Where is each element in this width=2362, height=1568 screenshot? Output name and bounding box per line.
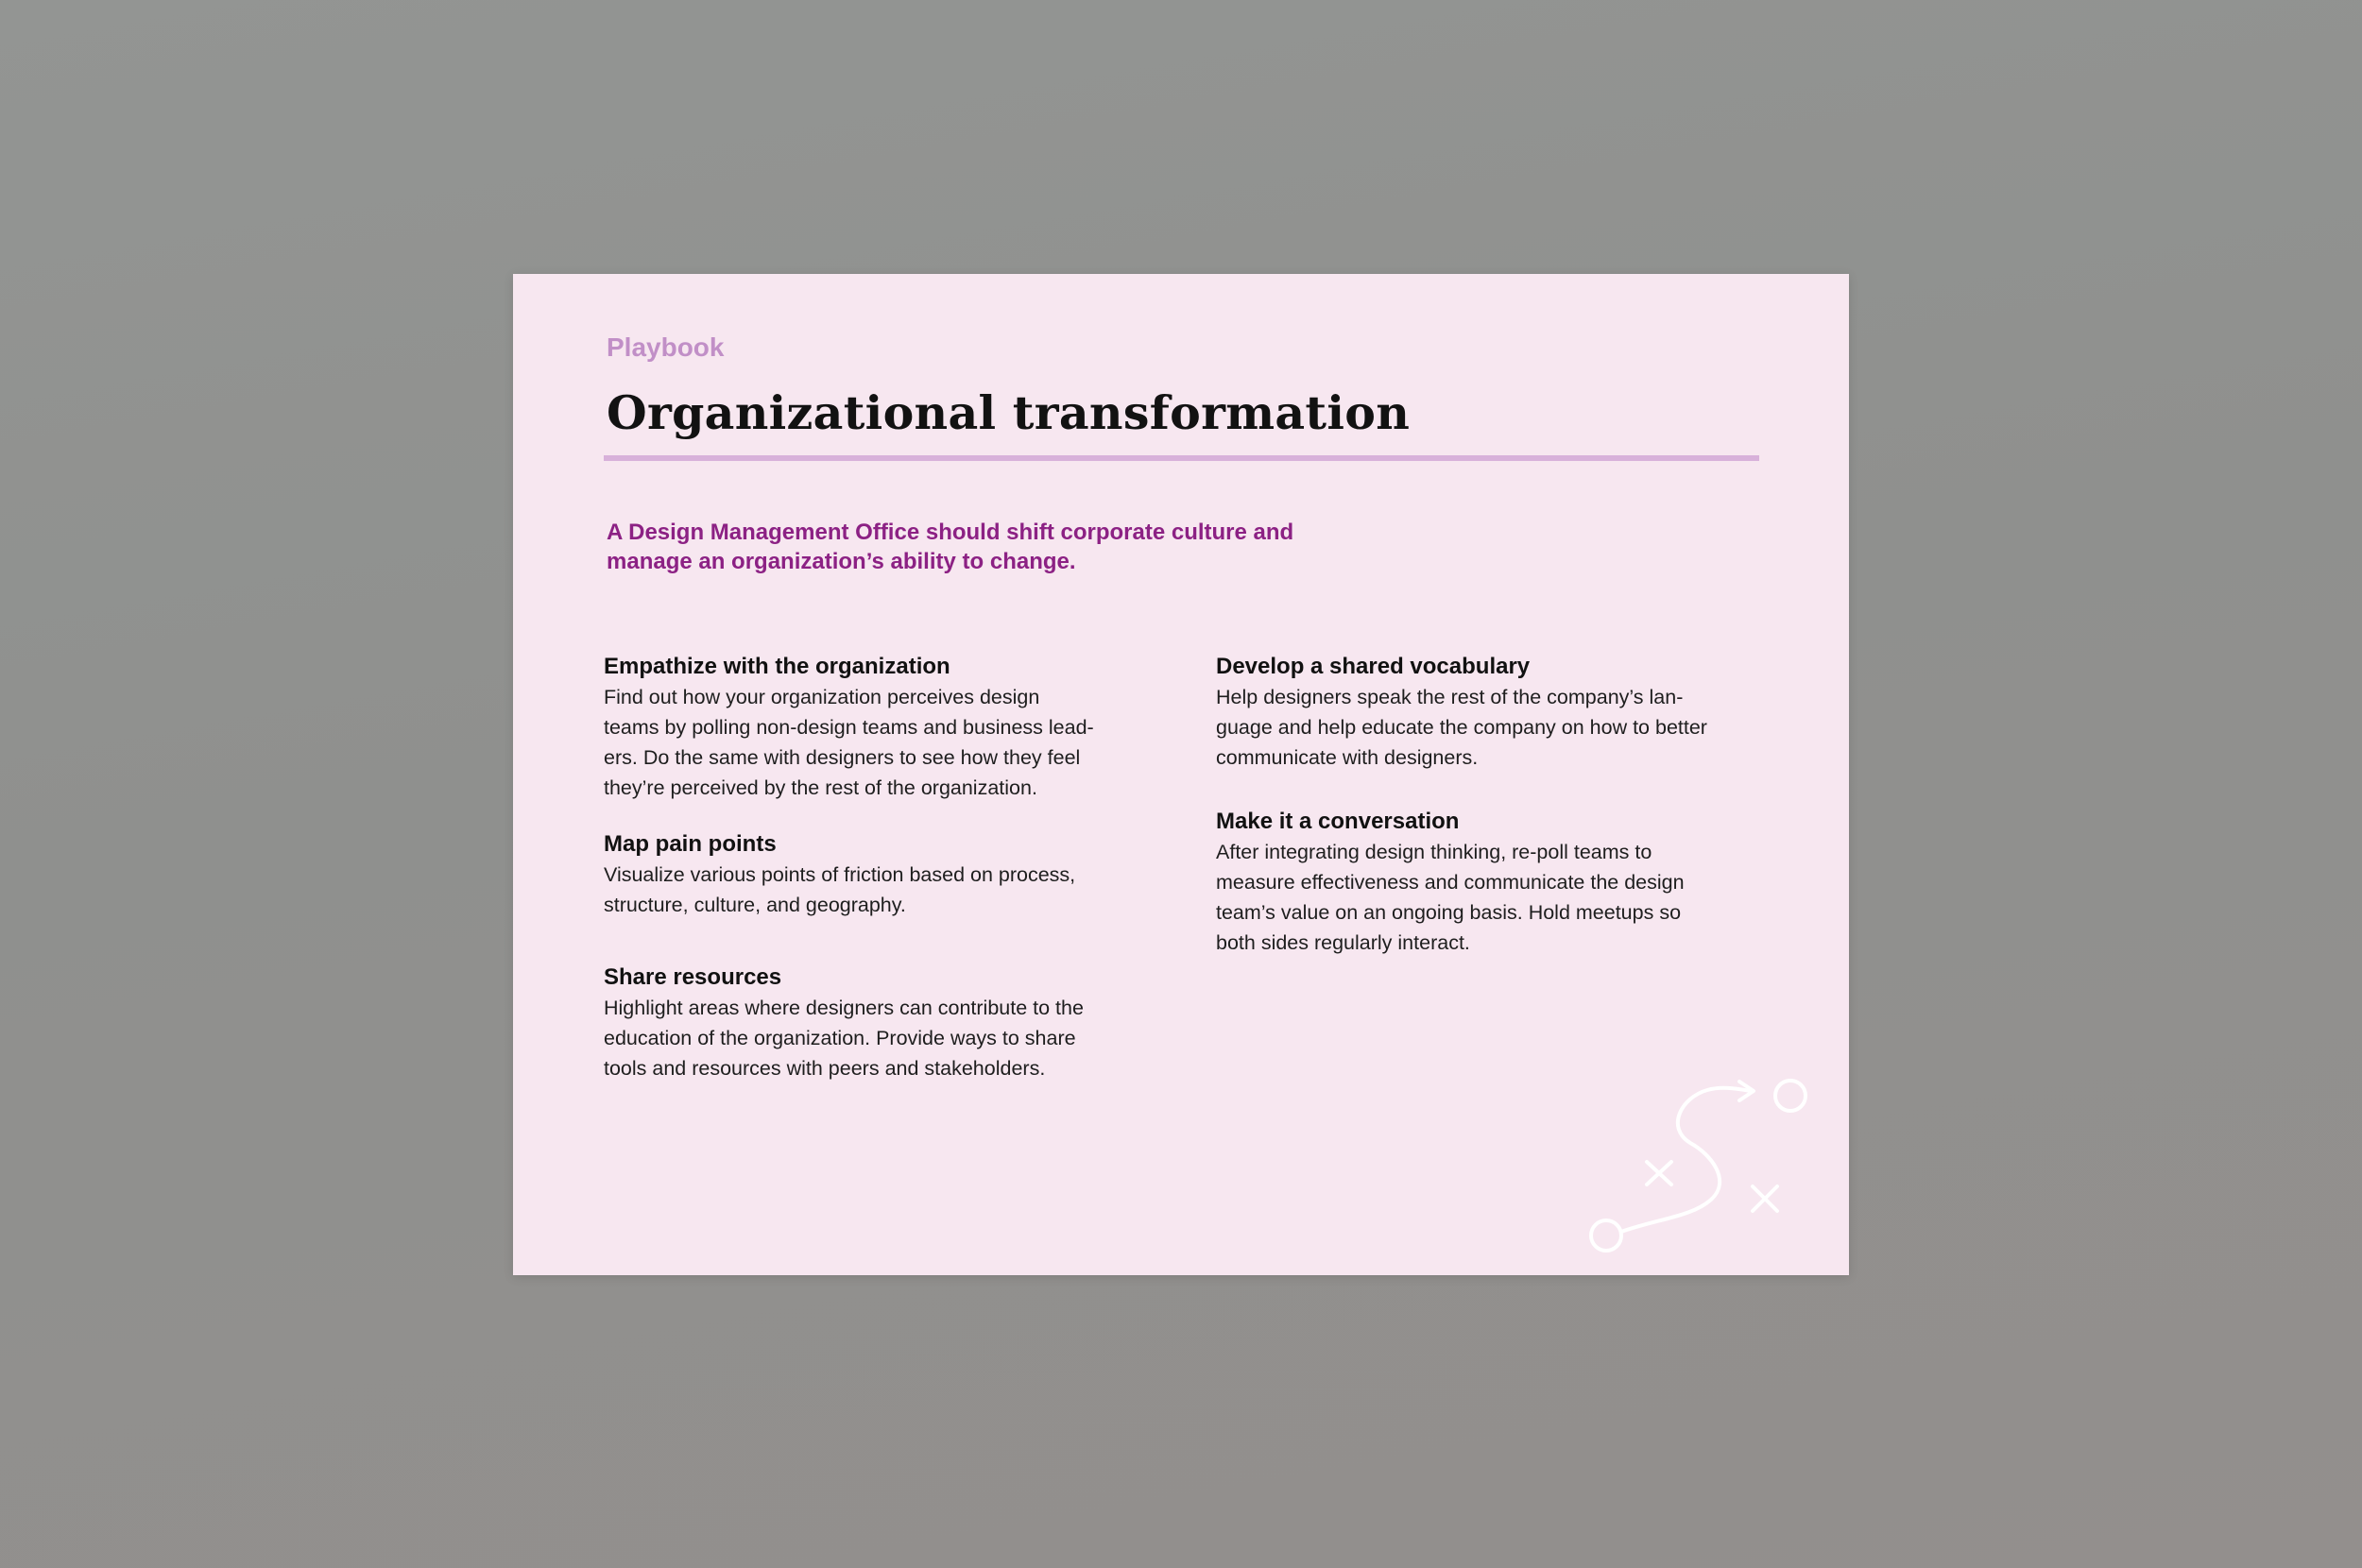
kicker-label: Playbook	[607, 332, 725, 362]
section-body	[1216, 682, 1754, 773]
title-divider	[604, 455, 1759, 461]
body-line: measure effectiveness and communicate the design	[1216, 871, 1685, 894]
target-circle	[1775, 1081, 1806, 1111]
section-heading: Make it a conversation	[1216, 809, 1460, 834]
body-line: team’s value on an ongoing basis. Hold meetups so	[1216, 901, 1682, 924]
body-line: Highlight areas where designers can contribute to the	[604, 997, 1084, 1019]
section-map-pain-points	[604, 829, 1142, 920]
body-line: education of the organization. Provide ways to share	[604, 1027, 1076, 1049]
body-line: Help designers speak the rest of the company’s lan-	[1216, 686, 1684, 708]
body-line: communicate with designers.	[1216, 746, 1479, 769]
section-conversation	[1216, 807, 1754, 958]
playbook-card	[513, 274, 1849, 1275]
body-line: Visualize various points of friction based on process,	[604, 863, 1076, 886]
body-line: they’re perceived by the rest of the organization.	[604, 776, 1037, 799]
section-shared-vocabulary	[1216, 652, 1754, 773]
intro-line: manage an organization’s ability to change.	[607, 549, 1076, 574]
start-circle	[1591, 1220, 1621, 1251]
section-heading: Empathize with the organization	[604, 654, 950, 679]
page-title: Organizational transformation	[607, 385, 1411, 440]
body-line: both sides regularly interact.	[1216, 931, 1470, 954]
section-heading: Share resources	[604, 964, 782, 990]
play-diagram-icon	[1579, 1067, 1824, 1266]
body-line: Find out how your organization perceives design	[604, 686, 1040, 708]
play-route	[1621, 1088, 1751, 1232]
section-heading: Develop a shared vocabulary	[1216, 654, 1531, 679]
body-line: structure, culture, and geography.	[604, 894, 906, 916]
section-body	[604, 682, 1142, 803]
intro-line: A Design Management Office should shift corporate culture and	[607, 520, 1294, 545]
section-empathize	[604, 652, 1142, 803]
body-line: tools and resources with peers and stakeholders.	[604, 1057, 1046, 1080]
section-body	[1216, 837, 1754, 958]
section-body	[604, 860, 1142, 920]
body-line: teams by polling non-design teams and business lead-	[604, 716, 1094, 739]
section-share-resources	[604, 963, 1142, 1083]
body-line: ers. Do the same with designers to see how they feel	[604, 746, 1081, 769]
section-body	[604, 993, 1142, 1083]
body-line: guage and help educate the company on how to better	[1216, 716, 1707, 739]
section-heading: Map pain points	[604, 831, 777, 857]
intro-text	[607, 518, 1353, 576]
body-line: After integrating design thinking, re-poll teams to	[1216, 841, 1652, 863]
